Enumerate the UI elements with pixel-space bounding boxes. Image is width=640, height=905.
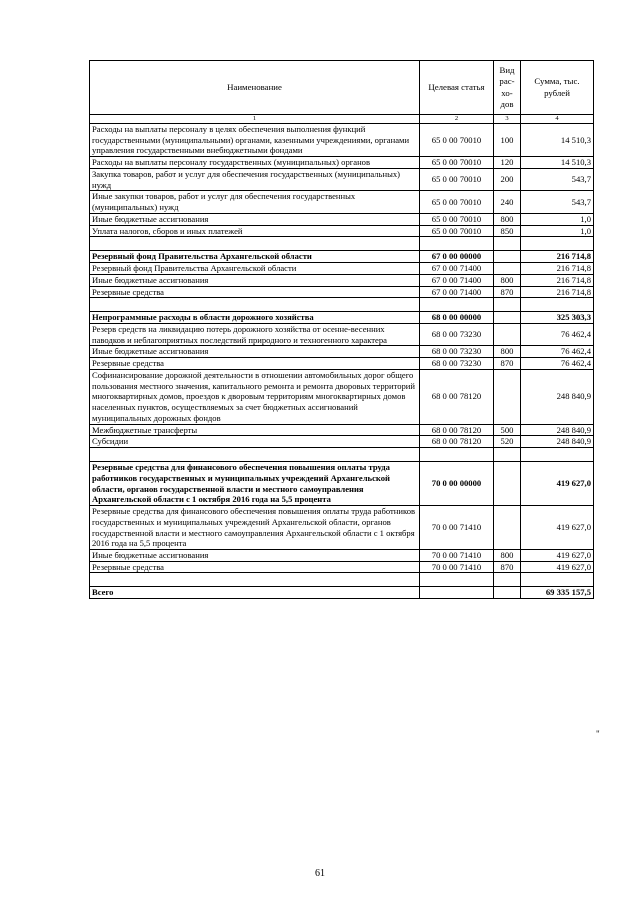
table-row <box>90 346 594 358</box>
cell-target-article: 68 0 00 78120 <box>420 424 494 436</box>
cell-target-article: 68 0 00 78120 <box>420 436 494 448</box>
table-row <box>90 286 594 298</box>
cell-expense-type: 800 <box>494 274 521 286</box>
table-row <box>90 324 594 346</box>
cell-target-article: 65 0 00 70010 <box>420 157 494 169</box>
table-row <box>90 124 594 157</box>
cell-target-article: 67 0 00 71400 <box>420 263 494 275</box>
table-row <box>90 263 594 275</box>
header-target-article: Целевая статья <box>420 61 494 115</box>
table-row <box>90 213 594 225</box>
cell-target-article: 68 0 00 73230 <box>420 324 494 346</box>
section-total-row <box>90 462 594 506</box>
cell-expense-type: 870 <box>494 358 521 370</box>
cell-sum: 1,0 <box>521 213 594 225</box>
cell-target-article: 65 0 00 70010 <box>420 191 494 213</box>
empty-cell <box>521 237 594 251</box>
cell-name: Иные бюджетные ассигнования <box>90 274 420 286</box>
cell-name: Софинансирование дорожной деятельности в отношении автомобильных дорог общего пользования местного значения, капитального ремонта и ремонта дворовых территорий многоквартирных домов, проездов к дворовым территориям многоквартирных домов населенных пунктов, осуществляемых за счет бюджетных ассигнований муниципальных дорожных фондов <box>90 369 420 424</box>
cell-name: Иные закупки товаров, работ и услуг для обеспечения государственных (муниципальных) нужд <box>90 191 420 213</box>
table-header-row <box>90 61 594 115</box>
cell-name: Резервный фонд Правительства Архангельской области <box>90 251 420 263</box>
cell-name: Закупка товаров, работ и услуг для обеспечения государственных (муниципальных) нужд <box>90 168 420 190</box>
cell-name: Расходы на выплаты персоналу в целях обеспечения выполнения функций государственными (муниципальными) органами, казенными учреждениями, органами управления государственными внебюджетными фондами <box>90 124 420 157</box>
cell-expense-type: 200 <box>494 168 521 190</box>
cell-expense-type <box>494 506 521 550</box>
cell-sum: 248 840,9 <box>521 369 594 424</box>
cell-target-article: 68 0 00 00000 <box>420 312 494 324</box>
cell-expense-type: 100 <box>494 124 521 157</box>
cell-name: Резервный фонд Правительства Архангельской области <box>90 263 420 275</box>
page-number: 61 <box>315 868 325 879</box>
header-expense-type: Вид рас-хо-дов <box>494 61 521 115</box>
table-row <box>90 191 594 213</box>
cell-expense-type <box>494 462 521 506</box>
cell-sum: 76 462,4 <box>521 346 594 358</box>
table-row <box>90 549 594 561</box>
cell-name: Иные бюджетные ассигнования <box>90 346 420 358</box>
table-row <box>90 274 594 286</box>
table-row <box>90 168 594 190</box>
table-row <box>90 358 594 370</box>
cell-target-article: 67 0 00 71400 <box>420 286 494 298</box>
cell-sum: 419 627,0 <box>521 549 594 561</box>
cell-target-article: 67 0 00 71400 <box>420 274 494 286</box>
cell-sum: 1,0 <box>521 225 594 237</box>
cell-target-article: 70 0 00 71410 <box>420 561 494 573</box>
empty-cell <box>521 448 594 462</box>
cell-target-article: 68 0 00 78120 <box>420 369 494 424</box>
cell-target-article: 70 0 00 71410 <box>420 506 494 550</box>
cell-sum: 216 714,8 <box>521 286 594 298</box>
cell-name: Резервные средства <box>90 561 420 573</box>
cell-expense-type: 120 <box>494 157 521 169</box>
cell-sum: 248 840,9 <box>521 436 594 448</box>
table-row <box>90 506 594 550</box>
cell-sum: 543,7 <box>521 191 594 213</box>
cell-expense-type <box>494 587 521 599</box>
cell-expense-type: 500 <box>494 424 521 436</box>
cell-name: Всего <box>90 587 420 599</box>
cell-sum: 76 462,4 <box>521 358 594 370</box>
column-number: 4 <box>521 115 594 124</box>
cell-name: Резервные средства <box>90 286 420 298</box>
column-number: 1 <box>90 115 420 124</box>
cell-target-article <box>420 587 494 599</box>
cell-expense-type <box>494 251 521 263</box>
cell-name: Субсидии <box>90 436 420 448</box>
cell-expense-type: 520 <box>494 436 521 448</box>
empty-cell <box>90 448 420 462</box>
cell-target-article: 65 0 00 70010 <box>420 213 494 225</box>
cell-target-article: 65 0 00 70010 <box>420 225 494 237</box>
cell-expense-type: 800 <box>494 346 521 358</box>
section-total-row <box>90 312 594 324</box>
cell-name: Уплата налогов, сборов и иных платежей <box>90 225 420 237</box>
empty-cell <box>420 573 494 587</box>
cell-name: Резервные средства для финансового обеспечения повышения оплаты труда работников государственных и муниципальных учреждений Архангельской области, органов государственной власти и местного самоуправления Архангельской области с 1 октября 2016 года на 5,5 процента <box>90 506 420 550</box>
empty-cell <box>420 448 494 462</box>
empty-cell <box>521 298 594 312</box>
spacer-row <box>90 573 594 587</box>
cell-name: Резерв средств на ликвидацию потерь дорожного хозяйства от осенне-весенних паводков и неблагоприятных последствий природного и техногенного характера <box>90 324 420 346</box>
cell-target-article: 68 0 00 73230 <box>420 358 494 370</box>
section-total-row <box>90 587 594 599</box>
empty-cell <box>90 298 420 312</box>
empty-cell <box>494 448 521 462</box>
cell-expense-type: 240 <box>494 191 521 213</box>
cell-sum: 69 335 157,5 <box>521 587 594 599</box>
column-number-row <box>90 115 594 124</box>
cell-sum: 419 627,0 <box>521 462 594 506</box>
cell-target-article: 68 0 00 73230 <box>420 346 494 358</box>
cell-name: Межбюджетные трансферты <box>90 424 420 436</box>
cell-expense-type <box>494 312 521 324</box>
cell-sum: 216 714,8 <box>521 251 594 263</box>
cell-expense-type <box>494 263 521 275</box>
cell-target-article: 70 0 00 00000 <box>420 462 494 506</box>
cell-target-article: 67 0 00 00000 <box>420 251 494 263</box>
cell-name: Резервные средства для финансового обеспечения повышения оплаты труда работников государственных и муниципальных учреждений Архангельской области, органов государственной власти и местного самоуправления Архангельской области с 1 октября 2016 года на 5,5 процента <box>90 462 420 506</box>
cell-sum: 14 510,3 <box>521 157 594 169</box>
cell-sum: 216 714,8 <box>521 263 594 275</box>
spacer-row <box>90 237 594 251</box>
cell-name: Непрограммные расходы в области дорожного хозяйства <box>90 312 420 324</box>
table-row <box>90 424 594 436</box>
cell-expense-type: 870 <box>494 561 521 573</box>
table-row <box>90 225 594 237</box>
budget-table <box>89 60 594 599</box>
section-total-row <box>90 251 594 263</box>
empty-cell <box>494 237 521 251</box>
column-number: 3 <box>494 115 521 124</box>
cell-expense-type: 850 <box>494 225 521 237</box>
column-number: 2 <box>420 115 494 124</box>
empty-cell <box>90 237 420 251</box>
header-sum: Сумма, тыс. рублей <box>521 61 594 115</box>
cell-expense-type <box>494 369 521 424</box>
cell-target-article: 70 0 00 71410 <box>420 549 494 561</box>
cell-expense-type: 800 <box>494 213 521 225</box>
table-row <box>90 369 594 424</box>
cell-expense-type: 800 <box>494 549 521 561</box>
table-row <box>90 436 594 448</box>
cell-name: Расходы на выплаты персоналу государственных (муниципальных) органов <box>90 157 420 169</box>
cell-sum: 248 840,9 <box>521 424 594 436</box>
cell-sum: 76 462,4 <box>521 324 594 346</box>
cell-expense-type <box>494 324 521 346</box>
cell-target-article: 65 0 00 70010 <box>420 124 494 157</box>
empty-cell <box>420 237 494 251</box>
cell-expense-type: 870 <box>494 286 521 298</box>
closing-quote: " <box>596 729 600 739</box>
cell-sum: 216 714,8 <box>521 274 594 286</box>
cell-sum: 325 303,3 <box>521 312 594 324</box>
cell-sum: 419 627,0 <box>521 561 594 573</box>
cell-name: Резервные средства <box>90 358 420 370</box>
cell-sum: 14 510,3 <box>521 124 594 157</box>
cell-name: Иные бюджетные ассигнования <box>90 549 420 561</box>
cell-name: Иные бюджетные ассигнования <box>90 213 420 225</box>
spacer-row <box>90 298 594 312</box>
empty-cell <box>420 298 494 312</box>
table-row <box>90 561 594 573</box>
empty-cell <box>494 573 521 587</box>
empty-cell <box>494 298 521 312</box>
empty-cell <box>90 573 420 587</box>
cell-target-article: 65 0 00 70010 <box>420 168 494 190</box>
spacer-row <box>90 448 594 462</box>
cell-sum: 543,7 <box>521 168 594 190</box>
empty-cell <box>521 573 594 587</box>
header-name: Наименование <box>90 61 420 115</box>
cell-sum: 419 627,0 <box>521 506 594 550</box>
table-row <box>90 157 594 169</box>
